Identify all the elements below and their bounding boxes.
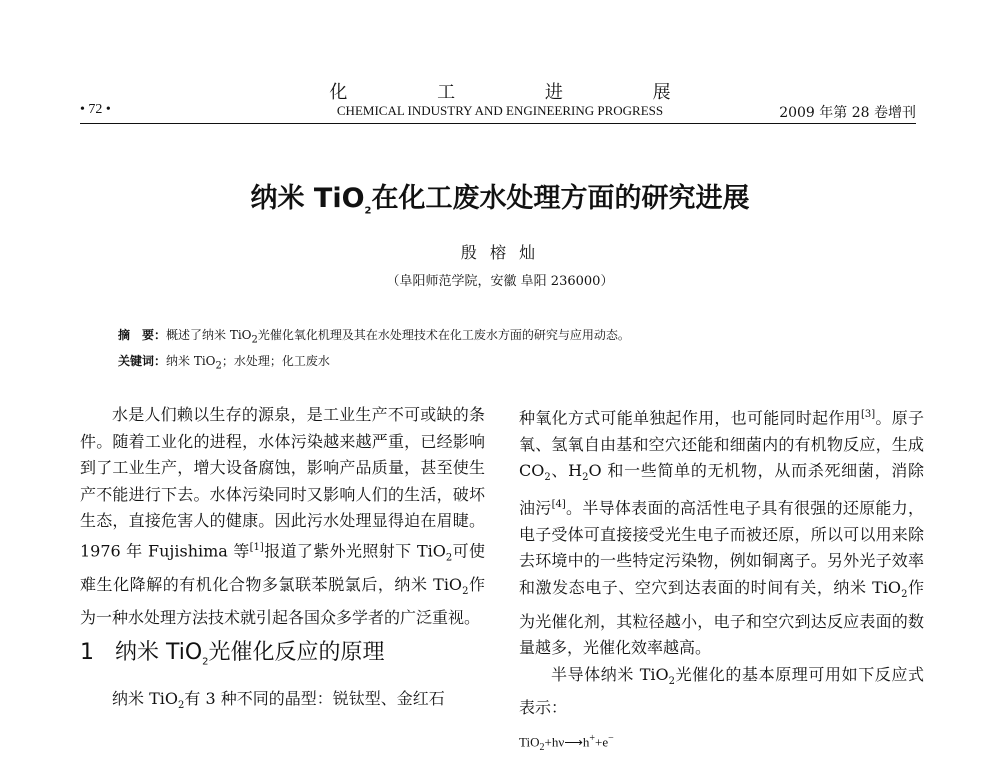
mech-text-f: 作为光催化剂，其粒径越小，电子和空穴到达反应表面的数量越多，光催化效率越高。 — [519, 577, 924, 658]
title-subscript: 2 — [364, 205, 372, 217]
citation-ref-3: [3] — [860, 409, 876, 420]
mech-subscript-1: 2 — [544, 472, 551, 484]
section-number: 1 — [80, 639, 94, 665]
section-para-subscript: 2 — [178, 699, 185, 711]
principle-paragraph — [519, 662, 924, 722]
abstract-text-a: 概述了纳米 TiO — [166, 328, 252, 342]
section-para-text-a: 纳米 TiO — [112, 688, 178, 708]
mech-text-a: 种氧化方式可能单独起作用，也可能同时起作用 — [519, 408, 861, 428]
keywords-text-b: ；水处理；化工废水 — [221, 354, 330, 368]
intro-text-c: 可使难生化降解的有机化合物多氯联苯脱氯后，纳米 TiO — [80, 540, 485, 594]
title-text-b: 在化工废水处理方面的研究进展 — [371, 183, 750, 214]
mech-text-e: 。半导体表面的高活性电子具有很强的还原能力，电子受体可直接接受光生电子而被还原，所以可以用来除去环境中的一些特定污染物，例如铜离子。另外光子效率和激发态电子、空穴到达表面的时间有关，纳米 TiO — [519, 498, 924, 597]
intro-text-d: 作为一种水处理方法技术就引起各国众多学者的广泛重视。 — [80, 574, 485, 628]
article-title — [0, 176, 1000, 216]
keywords-subscript: 2 — [215, 360, 222, 372]
eq-superscript-1: + — [589, 732, 595, 744]
section-subscript: 2 — [202, 656, 209, 668]
intro-subscript-1: 2 — [445, 552, 453, 564]
mech-text-c: 、H — [550, 461, 583, 481]
citation-ref-4: [4] — [551, 499, 566, 511]
mech-subscript-3: 2 — [901, 589, 908, 601]
intro-subscript-2: 2 — [462, 585, 469, 597]
principle-text-a: 半导体纳米 TiO — [551, 664, 669, 684]
author-affiliation: （阜阳师范学院，安徽 阜阳 236000） — [386, 274, 614, 289]
section-heading-1 — [80, 640, 485, 676]
principle-text-b: 光催化的基本原理可用如下反应式表示： — [519, 664, 924, 718]
keywords-label: 关键词： — [118, 354, 167, 368]
intro-text-b: 报道了紫外光照射下 TiO — [263, 540, 446, 560]
journal-title-cn: 化 工 进 展 — [329, 82, 713, 103]
citation-ref-1: [1] — [249, 541, 264, 553]
eq-text-a: TiO — [519, 734, 540, 750]
abstract-subscript: 2 — [251, 334, 258, 346]
eq-text-c: h — [582, 734, 590, 750]
abstract-text-b: 光催化氧化机理及其在水处理技术在化工废水方面的研究与应用动态。 — [257, 328, 630, 342]
intro-text-a: 水是人们赖以生存的源泉，是工业生产不可或缺的条件。随着工业化的进程，水体污染越来越严重，已经影响到了工业生产，增大设备腐蚀，影响产品质量，甚至使生产不能进行下去。水体污染同时又影响人们的生活，破坏生态，直接危害人的健康。因此污水处理显得迫在眉睫。1976 年 Fujishima 等 — [80, 405, 485, 560]
section-paragraph — [80, 686, 485, 720]
section-text-a: 纳米 TiO — [114, 639, 203, 665]
issue-info: 2009 年第 28 卷增刊 — [779, 105, 916, 121]
keywords-text-a: 纳米 TiO — [166, 354, 216, 368]
section-para-text-b: 有 3 种不同的晶型：锐钛型、金红石 — [184, 688, 445, 708]
mechanism-paragraph — [519, 402, 924, 662]
keywords — [118, 352, 918, 371]
eq-text-b: +hν — [544, 734, 565, 750]
eq-subscript: 2 — [539, 741, 545, 753]
journal-title-en: CHEMICAL INDUSTRY AND ENGINEERING PROGRESS — [336, 103, 664, 118]
abstract-label: 摘 要： — [118, 328, 167, 342]
mech-subscript-2: 2 — [582, 472, 589, 484]
reaction-equation — [519, 726, 924, 760]
principle-subscript: 2 — [668, 675, 675, 687]
author-name: 殷 榕 灿 — [460, 243, 540, 262]
abstract — [118, 326, 918, 345]
mech-text-d: O 和一些简单的无机物，从而杀死细菌，消除油污 — [519, 461, 924, 518]
left-column — [80, 402, 485, 719]
eq-text-d: +e — [594, 734, 609, 750]
page-number: • 72 • — [80, 102, 111, 117]
eq-superscript-2: − — [608, 732, 614, 744]
right-column — [519, 402, 924, 760]
reaction-arrow-icon: ⟶ — [564, 734, 583, 750]
header-rule — [80, 123, 916, 124]
mech-text-b: 。原子氧、氢氧自由基和空穴还能和细菌内的有机物反应，生成 CO — [519, 408, 924, 481]
title-text-a: 纳米 TiO — [250, 183, 365, 214]
intro-paragraph — [80, 402, 485, 632]
section-text-b: 光催化反应的原理 — [208, 639, 385, 665]
